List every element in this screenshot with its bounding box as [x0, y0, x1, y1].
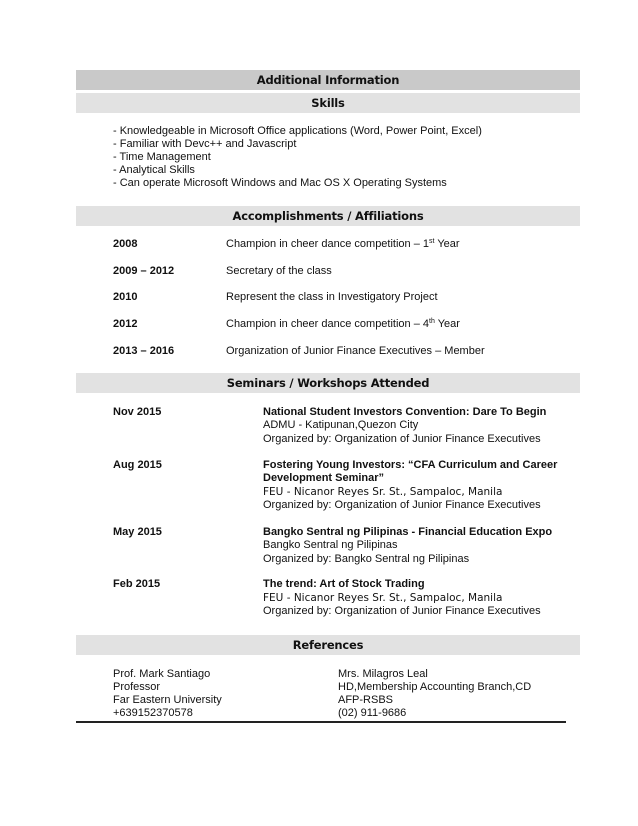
- seminar-title: National Student Investors Convention: Dare To Begin: [263, 406, 547, 418]
- accomplishment-year: 2008: [113, 238, 138, 250]
- accomplishment-description: Organization of Junior Finance Executives – Member: [226, 345, 485, 357]
- reference-contact: +639152370578: [113, 707, 193, 719]
- seminar-location: ADMU - Katipunan,Quezon City: [263, 419, 419, 431]
- seminar-location: Bangko Sentral ng Pilipinas: [263, 539, 398, 551]
- accomplishment-year: 2009 – 2012: [113, 265, 175, 277]
- section-header-seminars: Seminars / Workshops Attended: [76, 373, 580, 393]
- reference-position: Professor: [113, 681, 161, 693]
- accomplishment-year: 2010: [113, 291, 138, 303]
- seminar-date: May 2015: [113, 526, 162, 538]
- reference-name: Prof. Mark Santiago: [113, 668, 211, 680]
- list-item: - Knowledgeable in Microsoft Office applications (Word, Power Point, Excel): [113, 125, 482, 137]
- section-header-skills: Skills: [76, 93, 580, 113]
- list-item: - Can operate Microsoft Windows and Mac OS X Operating Systems: [113, 177, 447, 189]
- accomplishment-year: 2013 – 2016: [113, 345, 175, 357]
- reference-name: Mrs. Milagros Leal: [338, 668, 428, 680]
- seminar-date: Feb 2015: [113, 578, 161, 590]
- seminar-location: FEU - Nicanor Reyes Sr. St., Sampaloc, Manila: [263, 486, 503, 498]
- accomplishment-description: Represent the class in Investigatory Project: [226, 291, 438, 303]
- seminar-title: Fostering Young Investors: “CFA Curriculum and Career: [263, 459, 558, 471]
- section-header-references: References: [76, 635, 580, 655]
- reference-organization: AFP-RSBS: [338, 694, 394, 706]
- accomplishment-description: Champion in cheer dance competition – 1st Year: [226, 238, 460, 250]
- list-item: - Familiar with Devc++ and Javascript: [113, 138, 297, 150]
- seminar-organizer: Organized by: Organization of Junior Finance Executives: [263, 605, 541, 617]
- section-header-accomplishments: Accomplishments / Affiliations: [76, 206, 580, 226]
- seminar-location: FEU - Nicanor Reyes Sr. St., Sampaloc, Manila: [263, 592, 503, 604]
- seminar-organizer: Organized by: Organization of Junior Finance Executives: [263, 499, 541, 511]
- accomplishment-description: Champion in cheer dance competition – 4th Year: [226, 318, 460, 330]
- seminar-title: Bangko Sentral ng Pilipinas - Financial Education Expo: [263, 526, 553, 538]
- seminar-organizer: Organized by: Bangko Sentral ng Pilipinas: [263, 553, 470, 565]
- seminar-date: Nov 2015: [113, 406, 162, 418]
- accomplishment-year: 2012: [113, 318, 138, 330]
- reference-organization: Far Eastern University: [113, 694, 222, 706]
- seminar-date: Aug 2015: [113, 459, 162, 471]
- seminar-title-continued: Development Seminar”: [263, 472, 385, 484]
- accomplishment-description: Secretary of the class: [226, 265, 332, 277]
- reference-contact: (02) 911-9686: [338, 707, 407, 719]
- seminar-title: The trend: Art of Stock Trading: [263, 578, 425, 590]
- list-item: - Analytical Skills: [113, 164, 195, 176]
- seminar-organizer: Organized by: Organization of Junior Finance Executives: [263, 433, 541, 445]
- bottom-divider: [76, 721, 566, 723]
- reference-position: HD,Membership Accounting Branch,CD: [338, 681, 532, 693]
- list-item: - Time Management: [113, 151, 211, 163]
- section-header-additional-information: Additional Information: [76, 70, 580, 90]
